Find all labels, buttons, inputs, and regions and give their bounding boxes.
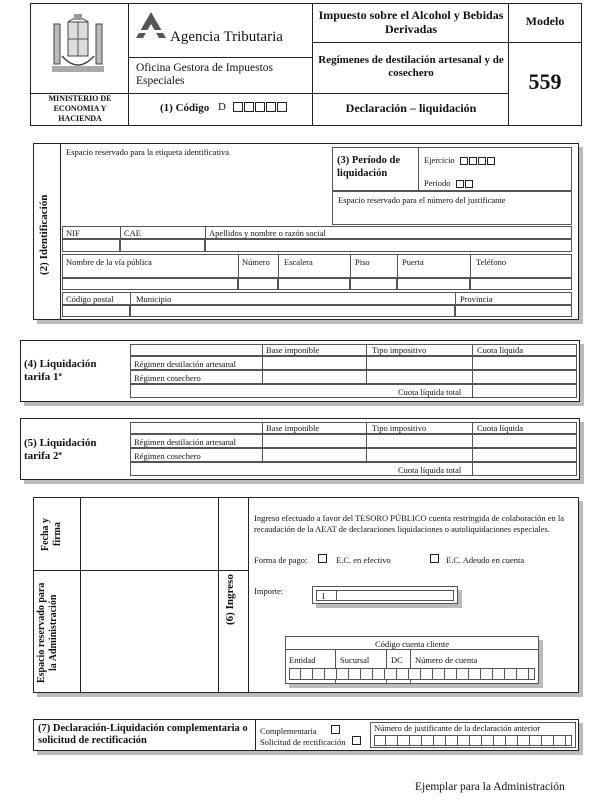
tax-name: Impuesto sobre el Alcohol y Bebidas Derivadas	[318, 8, 504, 36]
nif-label: NIF	[66, 228, 80, 238]
tarifa1-rate-header: Tipo impositivo	[372, 345, 427, 355]
account-number-label: Número de cuenta	[415, 655, 478, 665]
door-label: Puerta	[402, 257, 424, 267]
street-label: Nombre de la vía pública	[66, 257, 152, 267]
agency-logo-icon	[134, 10, 168, 40]
period-label: (3) Período de liquidación	[337, 155, 400, 179]
period-field[interactable]: Periodo	[424, 178, 473, 188]
tarifa2-rate-header: Tipo impositivo	[372, 423, 427, 433]
floor-field[interactable]	[350, 278, 397, 290]
complementary-label: Complementaria	[260, 726, 317, 736]
previous-number-label: Número de justificante de la declaración anterior	[374, 723, 541, 733]
amount-label: Importe:	[254, 586, 284, 596]
province-field[interactable]	[455, 305, 572, 317]
declaration-title: Declaración – liquidación	[345, 101, 477, 115]
footer-copy: Ejemplar para la Administración	[415, 781, 565, 793]
label-space: Espacio reservado para la etiqueta identificativa	[66, 147, 230, 157]
ministry-name: MINISTERIO DE ECONOMIA Y HACIENDA	[48, 94, 112, 123]
complementary-checkbox[interactable]	[331, 725, 340, 734]
previous-number-field[interactable]	[374, 735, 572, 746]
tarifa2-total: Cuota líquida total	[398, 465, 462, 475]
stair-label: Escalera	[284, 257, 313, 267]
justificante-space: Espacio reservado para el número del justificante	[338, 195, 506, 205]
admin-space-label: Espacio reservado para la Administración	[36, 582, 59, 683]
cae-label: CAE	[124, 228, 141, 238]
tarifa1-base1-field[interactable]	[263, 357, 365, 369]
date-sign-label: Fecha y firma	[40, 517, 63, 551]
dc-label: DC	[391, 655, 403, 665]
rectification-label: Solicitud de rectificación	[260, 737, 346, 747]
account-number-field[interactable]	[289, 668, 535, 680]
regime-name: Regímenes de destilación artesanal y de cosechero	[318, 54, 504, 79]
tarifa2-quota-header: Cuota líquida	[477, 423, 524, 433]
province-label: Provincia	[460, 294, 493, 304]
complementary-title: (7) Declaración-Liquidación complementaria o solicitud de rectificación	[38, 723, 248, 746]
nif-field[interactable]	[62, 239, 120, 252]
municipality-label: Municipio	[136, 294, 172, 304]
postal-code-field[interactable]	[62, 305, 130, 317]
account-title: Código cuenta cliente	[374, 639, 450, 649]
name-field[interactable]	[205, 239, 572, 252]
tarifa1-title: (4) Liquidación tarifa 1ª	[24, 358, 97, 383]
tarifa1-total: Cuota líquida total	[398, 387, 462, 397]
tarifa2-base-header: Base imponible	[266, 423, 320, 433]
phone-label: Teléfono	[476, 257, 507, 267]
debit-checkbox[interactable]	[430, 554, 439, 563]
exercise-label[interactable]: Ejercicio	[424, 155, 495, 165]
tarifa1-row1: Régimen destilación artesanal	[134, 359, 236, 369]
agency-name: Agencia Tributaria	[170, 29, 283, 45]
coat-of-arms-icon	[48, 12, 108, 84]
model-number: 559	[528, 69, 562, 94]
identification-label: (2) Identificación	[38, 194, 50, 276]
tarifa1-base-header: Base imponible	[266, 345, 320, 355]
model-label: Modelo	[525, 14, 565, 28]
code-label: (1) Código	[160, 102, 210, 114]
payment-form-label: Forma de pago:	[254, 555, 308, 565]
ingreso-label: (6) Ingreso	[224, 574, 236, 626]
tarifa2-row2: Régimen cosechero	[134, 451, 201, 461]
name-label: Apellidos y nombre o razón social	[209, 228, 326, 238]
cash-checkbox[interactable]	[318, 554, 327, 563]
cae-field[interactable]	[120, 239, 205, 252]
code-field[interactable]	[218, 100, 287, 114]
debit-label: E.C. Adeudo en cuenta	[446, 555, 525, 565]
tarifa1-quota-header: Cuota líquida	[477, 345, 524, 355]
rectification-checkbox[interactable]	[352, 736, 361, 745]
postal-code-label: Código postal	[66, 294, 114, 304]
number-label: Número	[242, 257, 270, 267]
floor-label: Piso	[355, 257, 370, 267]
door-field[interactable]	[397, 278, 470, 290]
municipality-field[interactable]	[130, 305, 455, 317]
entity-label: Entidad	[289, 655, 316, 665]
cash-label: E.C. en efectivo	[336, 555, 391, 565]
tarifa1-quota-total-field[interactable]	[473, 385, 576, 397]
ingreso-text: Ingreso efectuado a favor del TESORO PÚBLICO cuenta restringida de colaboración en la recaudación de la AEAT de declaraciones liquidaciones o autoliquidaciones especiales.	[254, 513, 564, 534]
street-field[interactable]	[62, 278, 238, 290]
office-name: Oficina Gestora de Impuestos Especiales	[136, 62, 274, 87]
phone-field[interactable]	[470, 278, 572, 290]
code-prefix: D	[218, 101, 226, 113]
amount-prefix: I	[322, 591, 325, 601]
branch-label: Sucursal	[340, 655, 370, 665]
stair-field[interactable]	[278, 278, 350, 290]
tarifa2-row1: Régimen destilación artesanal	[134, 437, 236, 447]
number-field[interactable]	[238, 278, 278, 290]
tarifa1-row2: Régimen cosechero	[134, 373, 201, 383]
tarifa2-title: (5) Liquidación tarifa 2ª	[24, 437, 97, 462]
